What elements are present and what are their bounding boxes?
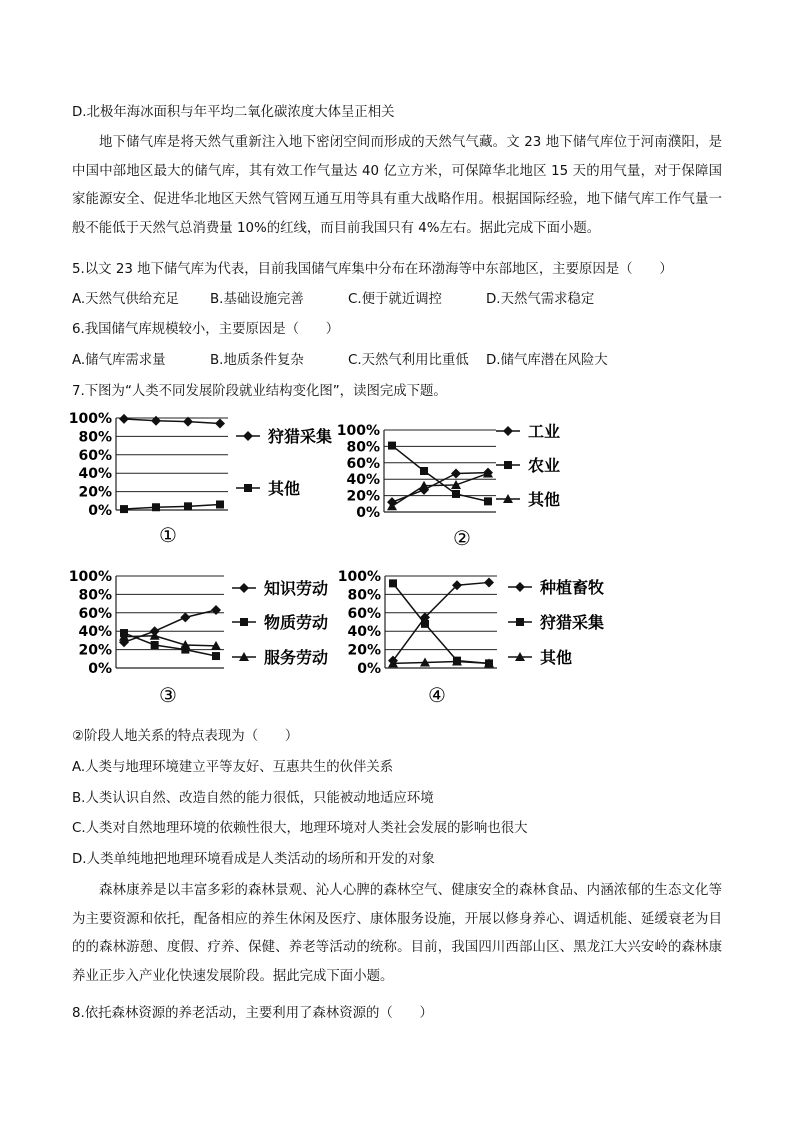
data-point (451, 468, 461, 478)
chart-number-label: ① (159, 523, 177, 547)
legend-label: 其他 (528, 490, 561, 509)
legend-marker (240, 618, 248, 626)
data-point (151, 641, 159, 649)
q7-option-a: A.人类与地理环境建立平等友好、互惠共生的伙伴关系 (72, 760, 394, 775)
q7-stem: ②阶段人地关系的特点表现为（ ） (72, 729, 299, 744)
y-tick-label: 40% (78, 466, 112, 483)
legend-label: 农业 (528, 456, 561, 475)
y-tick-label: 100% (68, 411, 112, 427)
q5-option-c: C.便于就近调控 (348, 292, 442, 307)
legend-marker (239, 583, 249, 593)
q5-options (72, 290, 594, 310)
q7-option-d: D.人类单纯地把地理环境看成是人类活动的场所和开发的对象 (72, 852, 435, 867)
y-tick-label: 80% (346, 439, 380, 456)
data-point (452, 490, 460, 498)
chart-number-label: ③ (159, 683, 177, 707)
data-point (119, 414, 129, 424)
y-tick-label: 0% (356, 505, 380, 521)
chart-panel-1 (69, 411, 332, 547)
data-point (388, 442, 396, 450)
chart-panel-4 (338, 569, 604, 707)
data-point (180, 612, 190, 622)
y-tick-label: 20% (78, 484, 112, 501)
y-tick-label: 80% (347, 587, 381, 604)
y-tick-label: 0% (88, 503, 112, 519)
legend-label: 狩猎采集 (540, 613, 605, 632)
series-line (124, 419, 220, 424)
q5-stem: 5.以文 23 地下储气库为代表，目前我国储气库集中分布在环渤海等中东部地区，主要原因是（ ） (72, 262, 673, 277)
legend-label: 物质劳动 (264, 613, 329, 632)
y-tick-label: 60% (346, 455, 380, 472)
q6-options (72, 351, 608, 371)
legend-marker (243, 431, 253, 441)
legend-label: 其他 (268, 479, 301, 498)
data-point (420, 467, 428, 475)
q7-option-b: B.人类认识自然、改造自然的能力很低，只能被动地适应环境 (72, 791, 434, 806)
y-tick-label: 40% (346, 472, 380, 489)
q5-option-b: B.基础设施完善 (210, 292, 304, 307)
y-tick-label: 20% (346, 488, 380, 505)
y-tick-label: 40% (78, 624, 112, 641)
data-point (421, 620, 429, 628)
y-tick-label: 100% (336, 423, 380, 439)
chart-panel-3 (69, 569, 328, 707)
q6-option-c: C.天然气利用比重低 (348, 353, 469, 368)
data-point (484, 497, 492, 505)
q5-option-a: A.天然气供给充足 (72, 292, 179, 307)
q7-intro: 7.下图为“人类不同发展阶段就业结构变化图”，读图完成下题。 (72, 384, 447, 399)
y-tick-label: 60% (347, 605, 381, 622)
y-tick-label: 80% (78, 587, 112, 604)
series-line (124, 610, 216, 642)
data-point (120, 505, 128, 513)
legend-marker (504, 461, 512, 469)
series-line (392, 473, 488, 506)
data-point (212, 652, 220, 660)
y-tick-label: 60% (78, 447, 112, 464)
data-point (216, 500, 224, 508)
y-tick-label: 0% (88, 661, 112, 677)
legend-label: 种植畜牧 (540, 578, 605, 597)
legend-label: 狩猎采集 (268, 427, 333, 446)
data-point (389, 579, 397, 587)
legend-label: 知识劳动 (264, 579, 329, 598)
series-line (393, 662, 489, 664)
y-tick-label: 20% (347, 642, 381, 659)
legend-label: 工业 (528, 422, 561, 441)
q4-option-d: D.北极年海冰面积与年平均二氧化碳浓度大体呈正相关 (72, 105, 395, 120)
q5-option-d: D.天然气需求稳定 (486, 292, 595, 307)
data-point (152, 503, 160, 511)
y-tick-label: 60% (78, 605, 112, 622)
q6-stem: 6.我国储气库规模较小，主要原因是（ ） (72, 322, 340, 337)
data-point (184, 502, 192, 510)
chart-number-label: ④ (428, 683, 446, 707)
chart-number-label: ② (453, 526, 471, 550)
series-line (393, 583, 489, 663)
q6-option-a: A.储气库需求量 (72, 353, 166, 368)
y-tick-label: 100% (68, 569, 112, 585)
y-tick-label: 80% (78, 429, 112, 446)
data-point (211, 605, 221, 615)
q6-option-d: D.储气库潜在风险大 (486, 353, 608, 368)
y-tick-label: 40% (347, 624, 381, 641)
chart-panel-2 (337, 422, 560, 550)
employment-structure-charts (0, 400, 794, 720)
data-point (484, 577, 494, 587)
legend-marker (244, 484, 252, 492)
legend-label: 其他 (540, 648, 573, 667)
y-tick-label: 20% (78, 642, 112, 659)
q7-option-c: C.人类对自然地理环境的依赖性很大，地理环境对人类社会发展的影响也很大 (72, 821, 528, 836)
q8-stem: 8.依托森林资源的养老活动，主要利用了森林资源的（ ） (72, 1006, 433, 1021)
legend-label: 服务劳动 (264, 648, 329, 667)
passage-gas-storage: 地下储气库是将天然气重新注入地下密闭空间而形成的天然气气藏。文 23 地下储气库位于河南濮阳，是中国中部地区最大的储气库，其有效工作气量达 40 亿立方米，可保障华北地区 15 天的用气量，对于保障国家能源安全、促进华北地区天然气管网互通互用等具有重大战略作用。根据国际经验，地下储气库工作气量一般不能低于天然气总消费量 10%的红线，而目前我国只有 4%左右。据此完成下面小题。 (72, 135, 722, 236)
data-point (151, 416, 161, 426)
y-tick-label: 100% (337, 569, 381, 585)
legend-marker (515, 582, 525, 592)
series-line (124, 504, 220, 509)
data-point (215, 419, 225, 429)
y-tick-label: 0% (357, 661, 381, 677)
q6-option-b: B.地质条件复杂 (210, 353, 304, 368)
passage-forest-wellness: 森林康养是以丰富多彩的森林景观、沁人心脾的森林空气、健康安全的森林食品、内涵浓郁的生态文化等为主要资源和依托，配备相应的养生休闲及医疗、康体服务设施，开展以修身养心、调适机能、延缓衰老为目的的森林游憩、度假、疗养、保健、养老等活动的统称。目前，我国四川西部山区、黑龙江大兴安岭的森林康养业正步入产业化快速发展阶段。据此完成下面小题。 (72, 883, 722, 984)
legend-marker (516, 618, 524, 626)
legend-marker (503, 426, 513, 436)
